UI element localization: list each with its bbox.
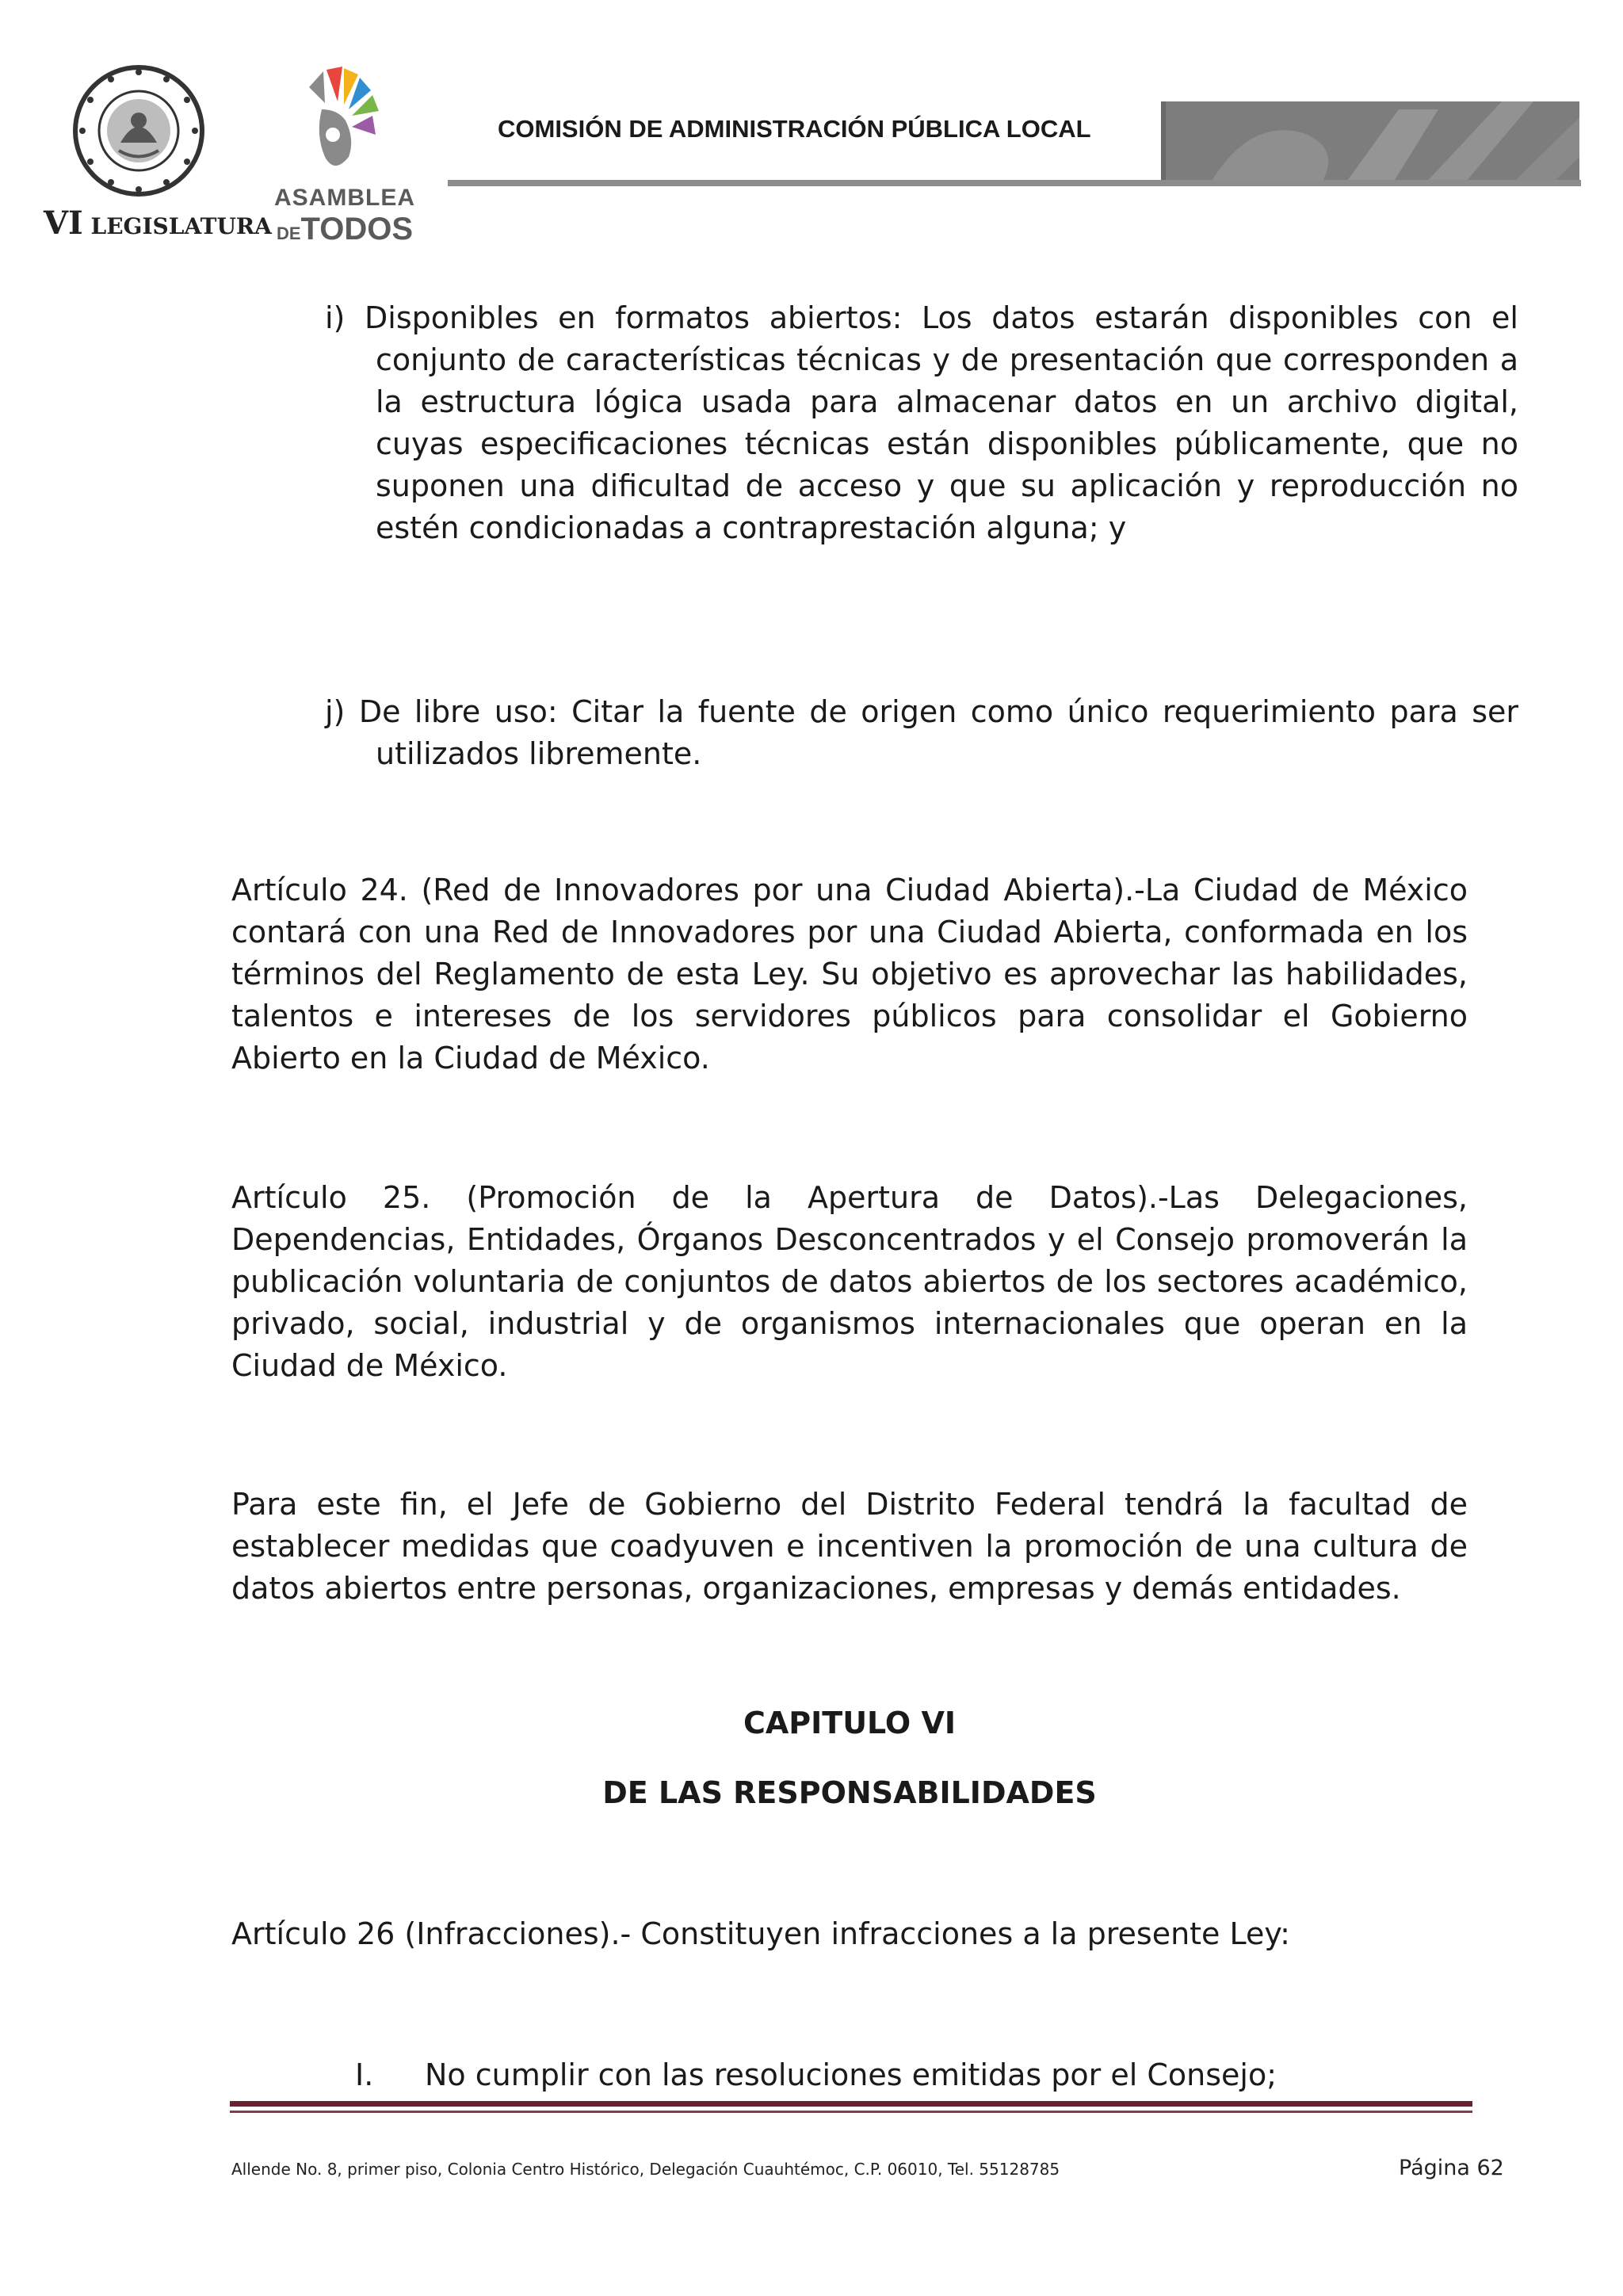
asamblea-de-todos-wordmark <box>262 186 428 245</box>
list-item-i: i) Disponibles en formatos abiertos: Los datos estarán disponibles con el conjunto de características técnicas y de presentación que corresponden a la estructura lógica usada para almacenar datos en un archivo digital, cuyas especificaciones técnicas están disponibles públicamente, que no suponen una dificultad de acceso y que su aplicación y reproducción no estén condicionadas a contraprestación alguna; y <box>325 300 1518 545</box>
roman-item-text: No cumplir con las resoluciones emitidas por el Consejo; <box>425 2057 1277 2092</box>
header-decorative-banner <box>1161 101 1579 186</box>
commission-title: COMISIÓN DE ADMINISTRACIÓN PÚBLICA LOCAL <box>498 115 1091 143</box>
asamblea-word: ASAMBLEA <box>274 185 415 211</box>
list-item-j: j) De libre uso: Citar la fuente de origen como único requerimiento para ser utilizados libremente. <box>325 694 1518 771</box>
chapter-title: DE LAS RESPONSABILIDADES <box>602 1775 1097 1810</box>
article-26: Artículo 26 (Infracciones).- Constituyen infracciones a la presente Ley: <box>231 1916 1290 1951</box>
chapter-heading: CAPITULO VI <box>743 1706 956 1740</box>
de-word: DE <box>276 223 301 243</box>
paragraph-para-este-fin: Para este fin, el Jefe de Gobierno del Distrito Federal tendrá la facultad de establecer medidas que coadyuven e incentiven la promoción de una cultura de datos abiertos entre personas, organizaciones, empresas y demás entidades. <box>231 1487 1468 1606</box>
footer-address: Allende No. 8, primer piso, Colonia Centro Histórico, Delegación Cuauhtémoc, C.P. 06010, Tel. 55128785 <box>231 2160 1060 2179</box>
legislature-word: LEGISLATURA <box>90 213 272 239</box>
article-24: Artículo 24. (Red de Innovadores por una Ciudad Abierta).-La Ciudad de México contará con una Red de Innovadores por una Ciudad Abierta, conformada en los términos del Reglamento de esta Ley. Su objetivo es aprovechar las habilidades, talentos e intereses de los servidores públicos para consolidar el Gobierno Abierto en la Ciudad de México. <box>231 873 1468 1075</box>
roman-numeral: I. <box>355 2057 374 2092</box>
footer-divider <box>230 2101 1472 2107</box>
header-divider <box>448 180 1581 186</box>
footer-divider-thin <box>230 2111 1472 2113</box>
assembly-seal-logo <box>71 63 206 198</box>
todos-word: TODOS <box>300 212 414 246</box>
article-25: Artículo 25. (Promoción de la Apertura de Datos).-Las Delegaciones, Dependencias, Entidades, Órganos Desconcentrados y el Consejo promoverán la publicación voluntaria de conjuntos de datos abiertos de los sectores académico, privado, social, industrial y de organismos internacionales que operan en la Ciudad de México. <box>231 1180 1468 1383</box>
roman-list-item-1 <box>355 2054 1277 2096</box>
legislature-numeral: VI <box>44 204 83 242</box>
legislature-label <box>44 204 272 242</box>
asamblea-de-todos-logo <box>293 63 388 182</box>
page-number: Página 62 <box>1399 2156 1504 2180</box>
